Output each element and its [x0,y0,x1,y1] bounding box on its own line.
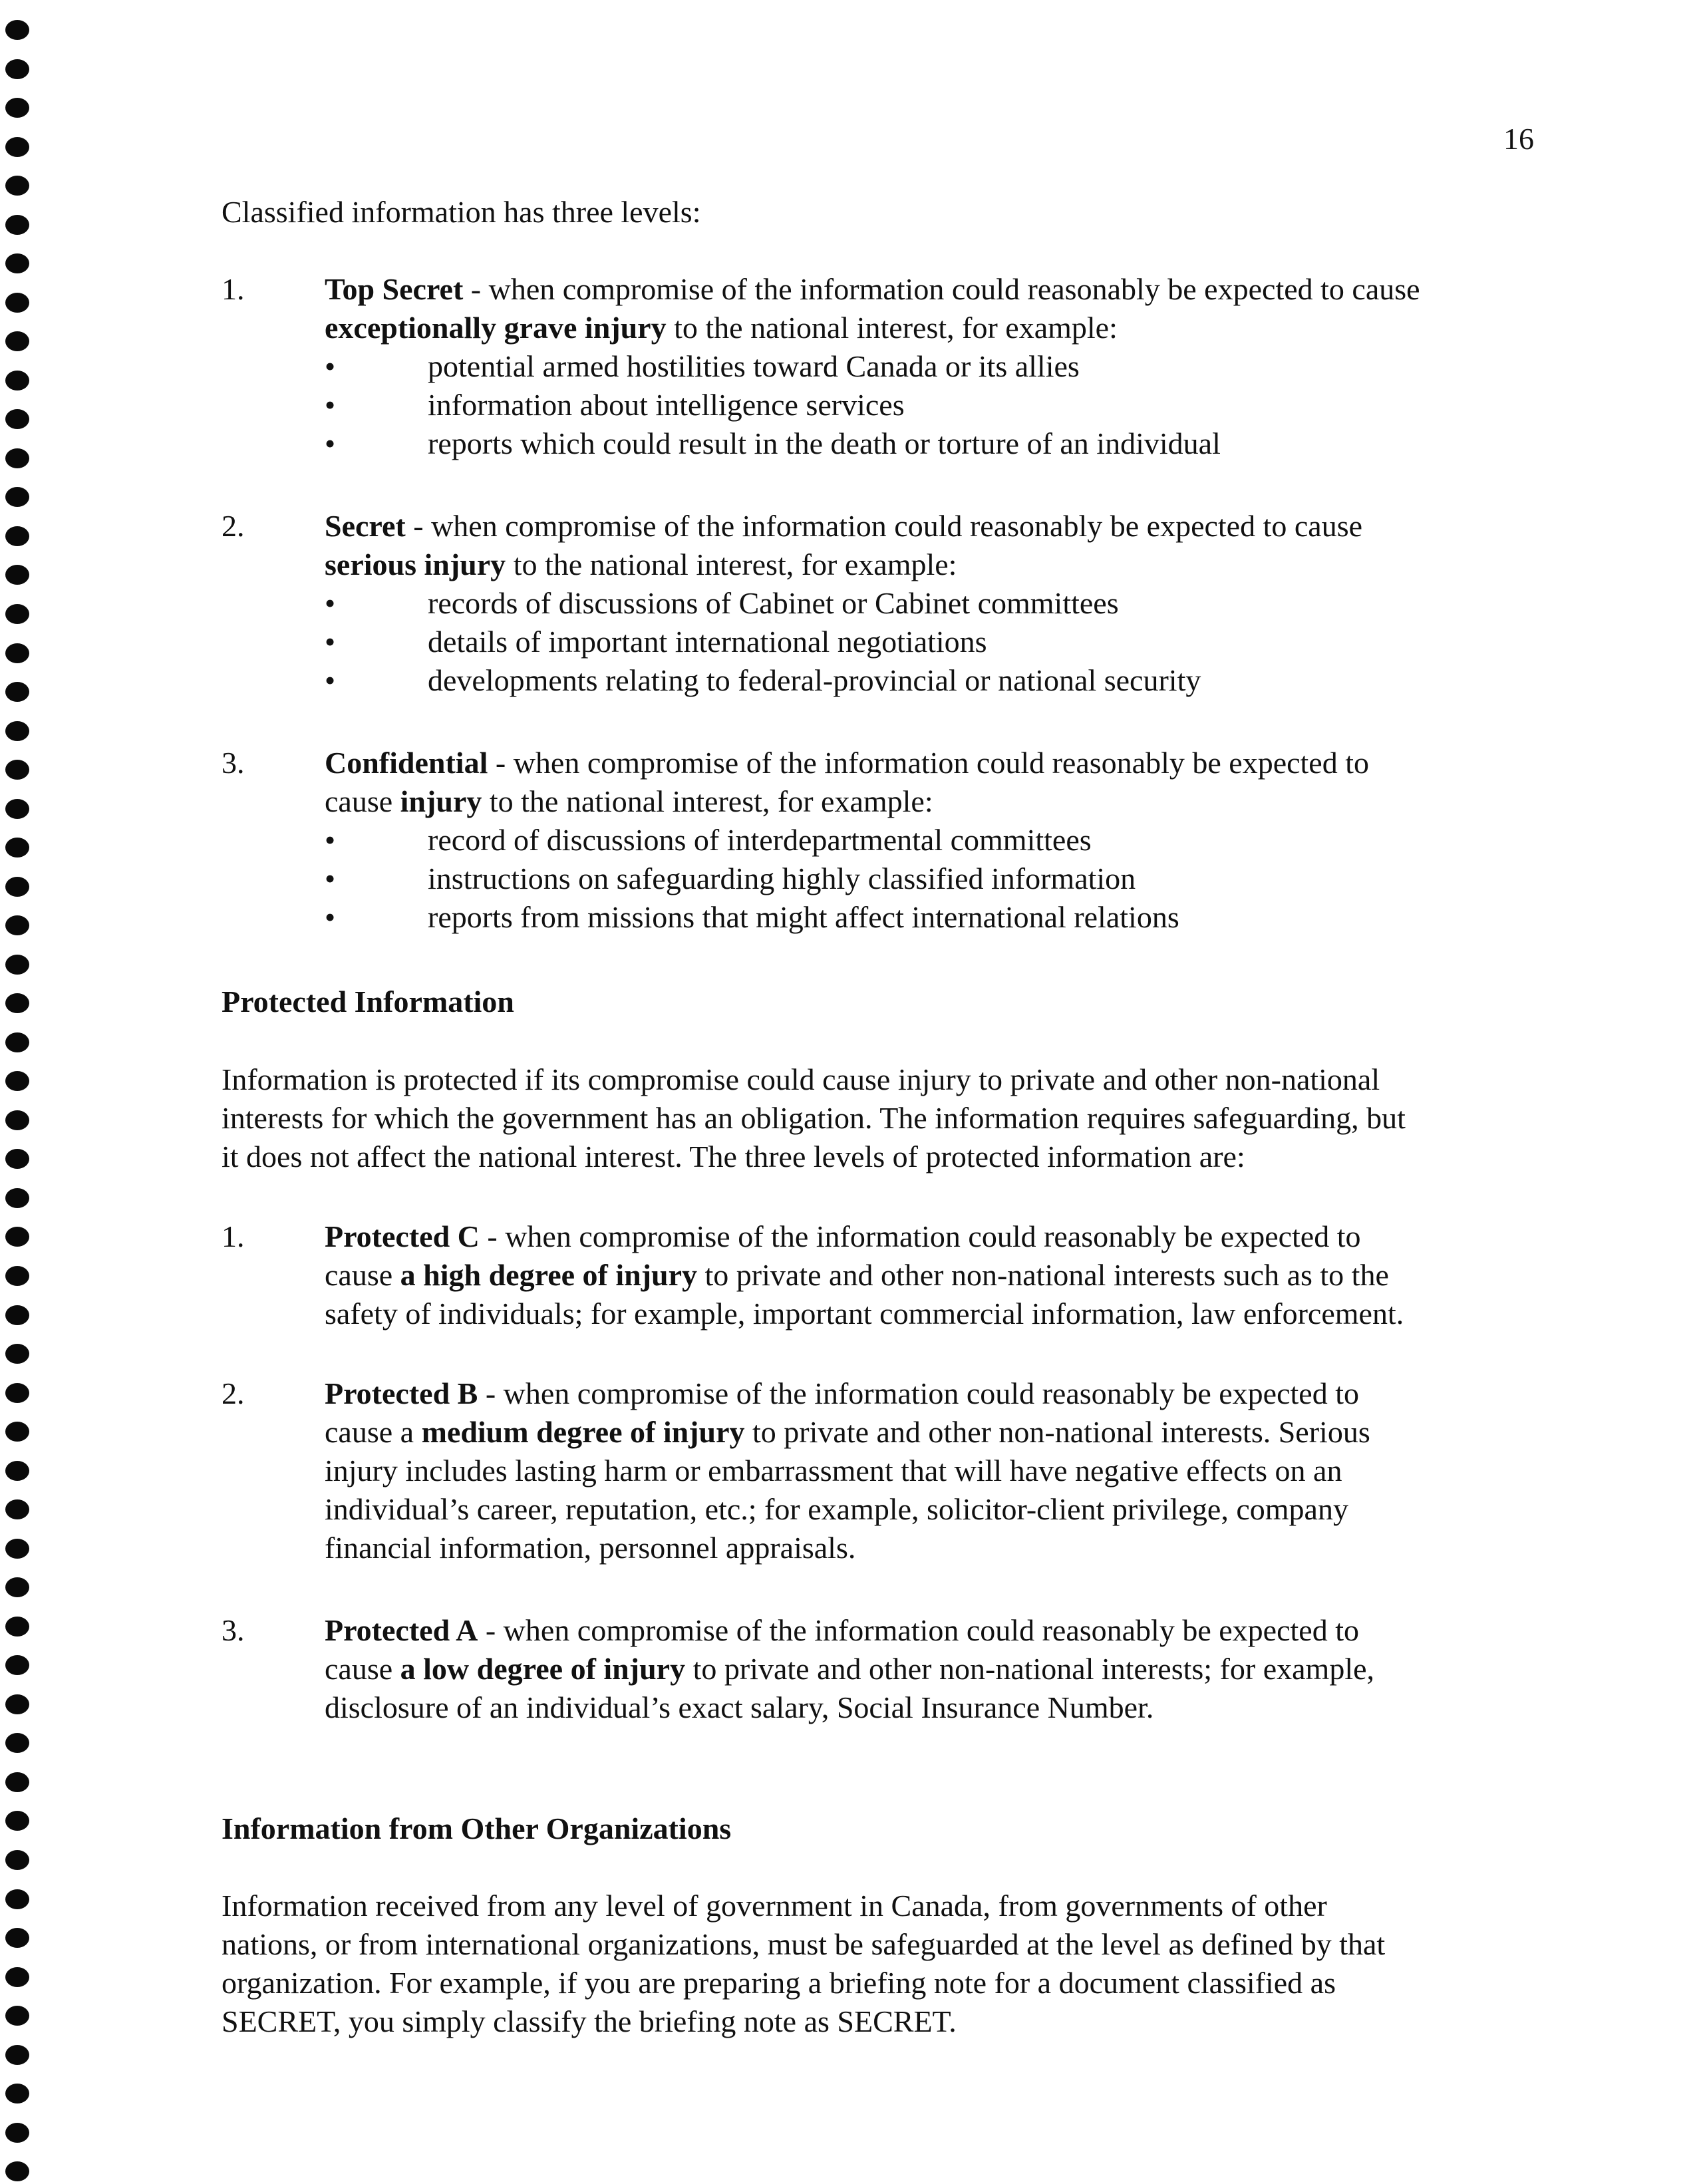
binder-hole-icon [5,1889,29,1909]
bullet-icon: • [325,900,336,934]
list-item: • developments relating to federal-provincial or national security [325,661,1552,700]
injury-degree: medium degree of injury [421,1415,745,1449]
level-term: Confidential [325,746,488,780]
binder-hole-icon [5,1694,29,1714]
binder-hole-icon [5,448,29,468]
bullet-icon: • [325,586,336,620]
binder-hole-icon [5,1188,29,1208]
paragraph-line: safety of individuals; for example, important commercial information, law enforcement. [325,1297,1404,1330]
paragraph-line: interests for which the government has an obligation. The information requires safeguarding, but [222,1101,1406,1135]
classified-level-confidential-examples [222,821,1552,937]
list-number: 2. [222,509,245,543]
binder-hole-icon [5,98,29,118]
paragraph-line: individual’s career, reputation, etc.; for example, solicitor-client privilege, company [325,1492,1348,1526]
binder-hole-icon [5,955,29,975]
binder-hole-icon [5,1344,29,1364]
level-description-cont: to the national interest, for example: [506,547,957,581]
binder-hole-icon [5,1811,29,1831]
binder-hole-icon [5,20,29,40]
binder-hole-icon [5,915,29,935]
level-description: - when compromise of the information could reasonably be expected to [478,1613,1359,1647]
binder-hole-icon [5,1266,29,1286]
binder-hole-icon [5,838,29,858]
paragraph-line: organization. For example, if you are preparing a briefing note for a document classified as [222,1966,1336,2000]
binder-holes [4,20,31,2182]
binder-hole-icon [5,2123,29,2143]
binder-hole-icon [5,1071,29,1091]
paragraph-line: financial information, personnel appraisals. [325,1531,856,1565]
binder-hole-icon [5,565,29,585]
binder-hole-icon [5,2006,29,2026]
level-description: - when compromise of the information could reasonably be expected to [488,746,1370,780]
injury-degree: a high degree of injury [400,1258,698,1292]
binder-hole-icon [5,1772,29,1792]
section-heading: Protected Information [222,985,514,1018]
binder-hole-icon [5,2161,29,2181]
level-term: Secret [325,509,406,543]
binder-hole-icon [5,1577,29,1597]
list-number: 1. [222,1219,245,1253]
bullet-icon: • [325,663,336,697]
list-item: • information about intelligence services [325,386,1552,424]
injury-degree: injury [400,784,482,818]
paragraph-line: nations, or from international organizations, must be safeguarded at the level as defined by that [222,1927,1386,1961]
binder-hole-icon [5,409,29,429]
binder-hole-icon [5,1850,29,1870]
binder-hole-icon [5,643,29,663]
binder-hole-icon [5,487,29,507]
intro-text: Classified information has three levels: [222,195,701,229]
injury-degree: serious injury [325,547,506,581]
list-item: • reports from missions that might affect international relations [325,898,1552,937]
binder-hole-icon [5,1499,29,1519]
level-description: - when compromise of the information could reasonably be expected to [478,1376,1359,1410]
bullet-icon: • [325,388,336,422]
level-description: - when compromise of the information could reasonably be expected to cause [463,272,1420,306]
binder-hole-icon [5,1733,29,1753]
list-item: • record of discussions of interdepartmental committees [325,821,1552,859]
binder-hole-icon [5,721,29,741]
binder-hole-icon [5,1967,29,1987]
bullet-icon: • [325,861,336,895]
bullet-icon: • [325,823,336,857]
binder-hole-icon [5,59,29,79]
binder-hole-icon [5,176,29,196]
paragraph-line: SECRET, you simply classify the briefing note as SECRET. [222,2004,957,2038]
paragraph-line: Information is protected if its compromise could cause injury to private and other non-national [222,1062,1380,1096]
level-description: - when compromise of the information could reasonably be expected to cause [405,509,1363,543]
list-item: • records of discussions of Cabinet or Cabinet committees [325,584,1552,623]
binder-hole-icon [5,877,29,897]
injury-degree: a low degree of injury [400,1652,686,1686]
level-description: - when compromise of the information could reasonably be expected to [479,1219,1361,1253]
binder-hole-icon [5,526,29,546]
binder-hole-icon [5,2045,29,2065]
binder-hole-icon [5,1032,29,1052]
bullet-icon: • [325,625,336,659]
level-term: Protected C [325,1219,480,1253]
intro-paragraph [222,193,1552,232]
binder-hole-icon [5,1227,29,1247]
list-item: • instructions on safeguarding highly classified information [325,859,1552,898]
classified-level-secret-examples [222,584,1552,700]
list-item: • details of important international negotiations [325,623,1552,661]
binder-hole-icon [5,253,29,273]
bullet-icon: • [325,349,336,383]
level-description-cont: to the national interest, for example: [666,311,1118,345]
paragraph-line: it does not affect the national interest. The three levels of protected information are: [222,1140,1245,1173]
paragraph-line: injury includes lasting harm or embarrassment that will have negative effects on an [325,1454,1342,1487]
binder-hole-icon [5,1617,29,1637]
binder-hole-icon [5,799,29,819]
page-number: 16 [1503,122,1534,156]
binder-hole-icon [5,1928,29,1948]
injury-degree: exceptionally grave injury [325,311,667,345]
binder-hole-icon [5,293,29,313]
protected-section [222,983,1552,1021]
bullet-icon: • [325,426,336,460]
list-number: 3. [222,1613,245,1647]
classified-level-top-secret-examples [222,347,1552,463]
binder-hole-icon [5,1539,29,1559]
level-term: Protected B [325,1376,478,1410]
binder-hole-icon [5,1110,29,1130]
binder-hole-icon [5,1383,29,1403]
level-description-cont: to the national interest, for example: [482,784,933,818]
other-organizations-section [222,1809,1552,1848]
binder-hole-icon [5,1149,29,1169]
paragraph-line: disclosure of an individual’s exact salary, Social Insurance Number. [325,1690,1154,1724]
binder-hole-icon [5,760,29,780]
section-heading: Information from Other Organizations [222,1811,732,1845]
other-organizations-text [222,1887,1552,2041]
binder-hole-icon [5,1655,29,1675]
list-number: 1. [222,272,245,306]
binder-hole-icon [5,215,29,235]
binder-hole-icon [5,331,29,351]
level-term: Top Secret [325,272,464,306]
binder-hole-icon [5,682,29,702]
list-item: • potential armed hostilities toward Canada or its allies [325,347,1552,386]
binder-hole-icon [5,993,29,1013]
binder-hole-icon [5,1461,29,1481]
binder-hole-icon [5,1305,29,1325]
binder-hole-icon [5,371,29,390]
level-term: Protected A [325,1613,478,1647]
list-number: 3. [222,746,245,780]
binder-hole-icon [5,2084,29,2104]
list-item: • reports which could result in the death or torture of an individual [325,424,1552,463]
paragraph-line: Information received from any level of government in Canada, from governments of other [222,1889,1327,1923]
protected-intro [222,1060,1552,1176]
binder-hole-icon [5,137,29,157]
list-number: 2. [222,1376,245,1410]
binder-hole-icon [5,1422,29,1442]
binder-hole-icon [5,604,29,624]
